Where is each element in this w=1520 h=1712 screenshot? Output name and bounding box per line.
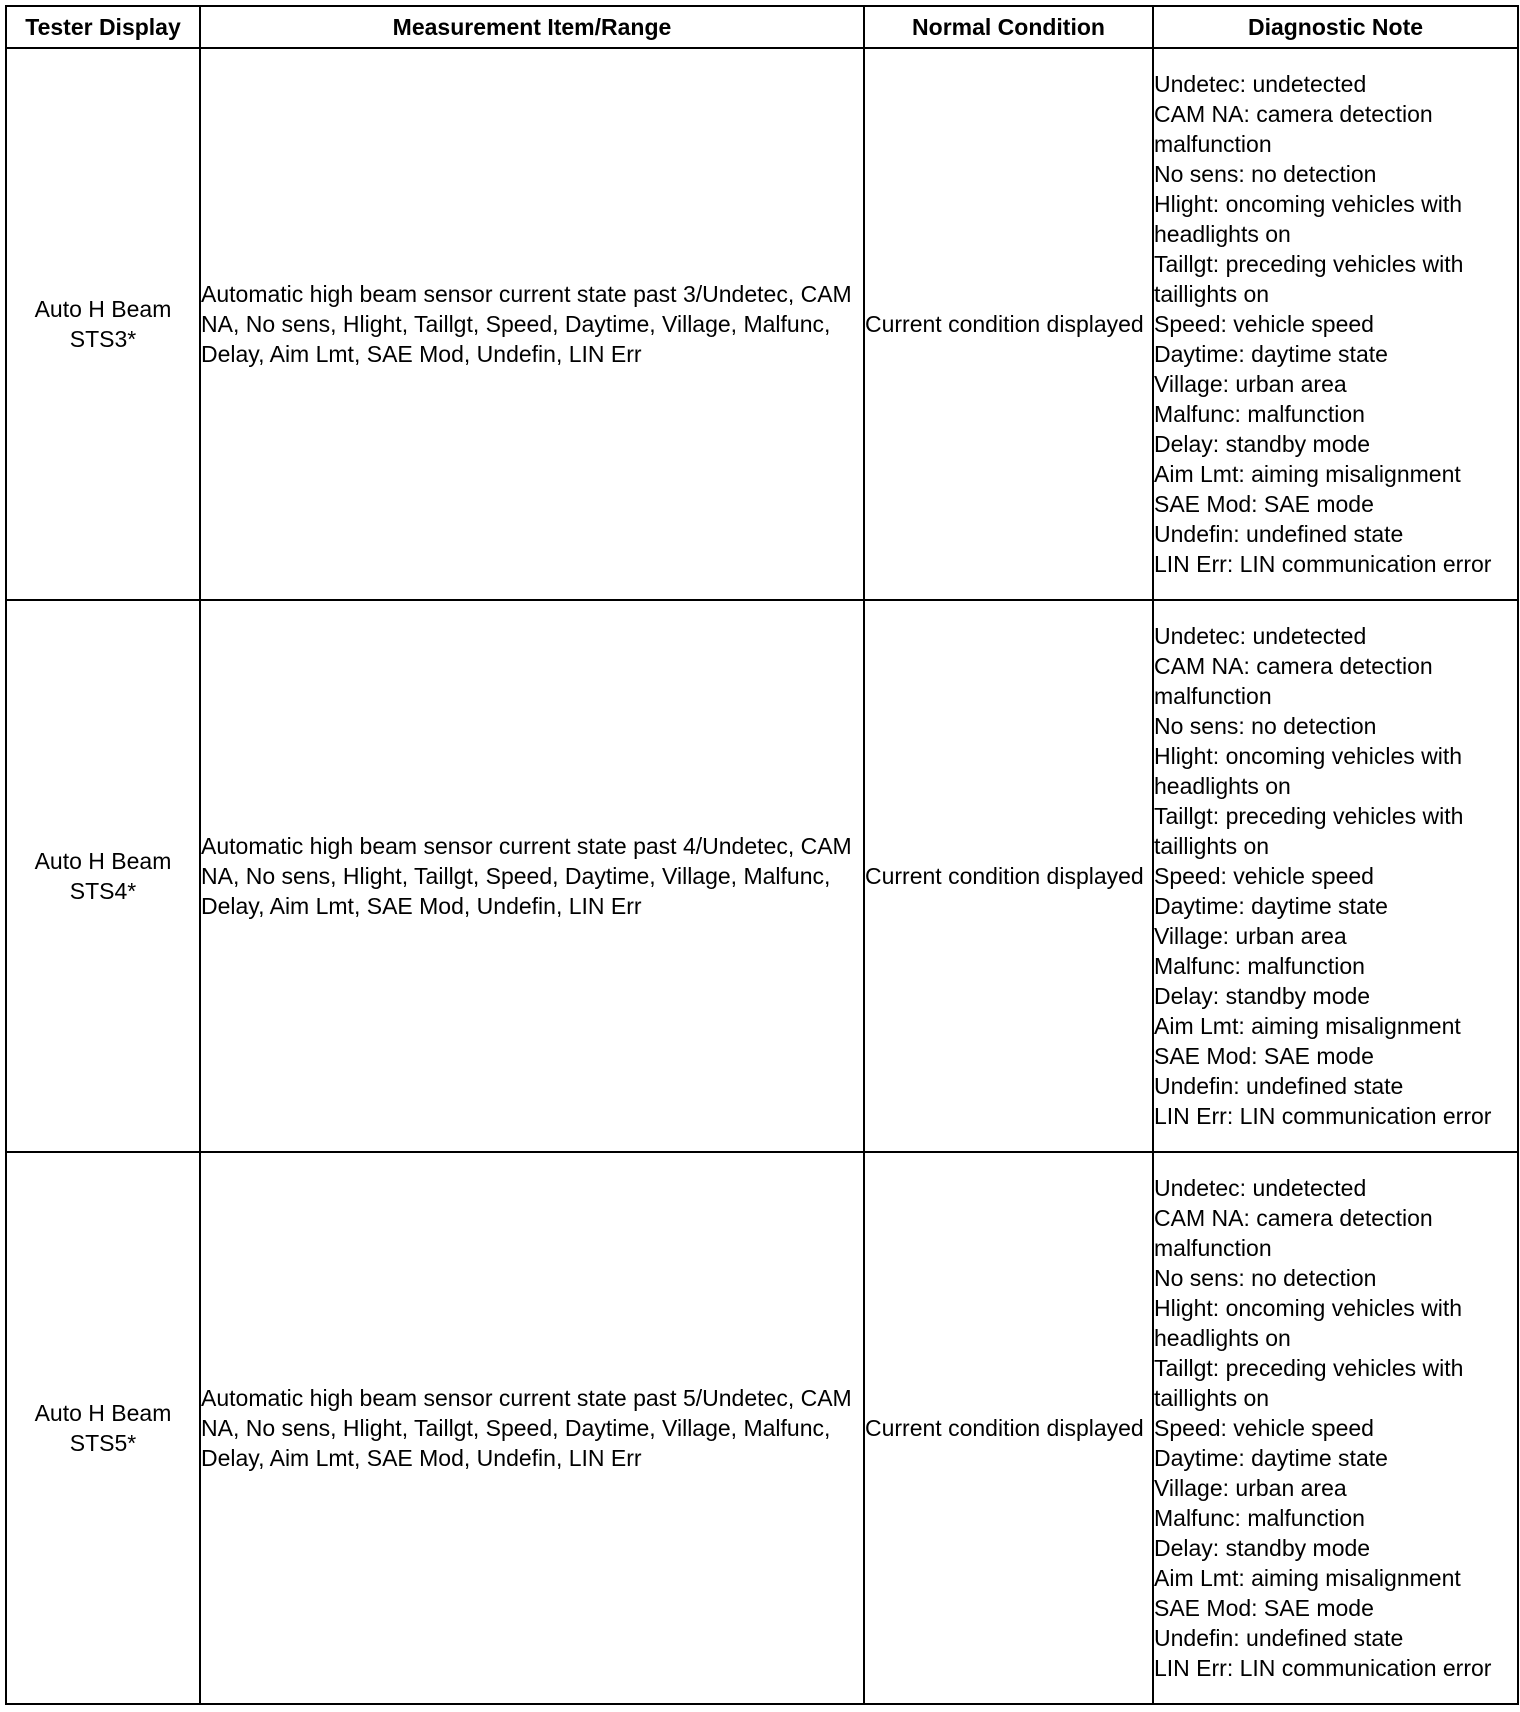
note-line: Village: urban area (1154, 923, 1347, 949)
tester-display-name: Auto H Beam (34, 848, 172, 874)
note-line: Undefin: undefined state (1154, 1625, 1404, 1651)
note-line: Taillgt: preceding vehicles with taillights on (1154, 1355, 1464, 1411)
note-line: Aim Lmt: aiming misalignment (1154, 461, 1461, 487)
note-line: Aim Lmt: aiming misalignment (1154, 1565, 1461, 1591)
table-row (6, 1152, 1518, 1704)
note-line: LIN Err: LIN communication error (1154, 551, 1492, 577)
note-line: Delay: standby mode (1154, 1535, 1371, 1561)
note-line: Aim Lmt: aiming misalignment (1154, 1013, 1461, 1039)
tester-display-code: STS3* (69, 326, 137, 352)
diagnostic-note-cell (1153, 48, 1518, 600)
note-line: Taillgt: preceding vehicles with taillights on (1154, 251, 1464, 307)
header-row (6, 6, 1518, 48)
note-line: SAE Mod: SAE mode (1154, 1595, 1374, 1621)
normal-condition-cell: Current condition displayed (864, 600, 1153, 1152)
normal-condition-cell: Current condition displayed (864, 48, 1153, 600)
diagnostic-note-cell (1153, 600, 1518, 1152)
note-line: Delay: standby mode (1154, 983, 1371, 1009)
tester-display-code: STS5* (69, 1430, 137, 1456)
note-line: No sens: no detection (1154, 713, 1377, 739)
header-tester-display: Tester Display (6, 6, 200, 48)
note-line: SAE Mod: SAE mode (1154, 491, 1374, 517)
note-line: Speed: vehicle speed (1154, 1415, 1374, 1441)
diagnostic-note-cell (1153, 1152, 1518, 1704)
note-line: LIN Err: LIN communication error (1154, 1655, 1492, 1681)
table-row (6, 600, 1518, 1152)
table-row (6, 48, 1518, 600)
note-line: Malfunc: malfunction (1154, 953, 1365, 979)
note-line: Undetec: undetected (1154, 623, 1367, 649)
note-line: Speed: vehicle speed (1154, 863, 1374, 889)
diagnostic-table (5, 5, 1519, 1705)
note-line: LIN Err: LIN communication error (1154, 1103, 1492, 1129)
note-line: No sens: no detection (1154, 161, 1377, 187)
header-measurement-item: Measurement Item/Range (200, 6, 864, 48)
note-line: Taillgt: preceding vehicles with taillights on (1154, 803, 1464, 859)
tester-display-name: Auto H Beam (34, 296, 172, 322)
note-line: SAE Mod: SAE mode (1154, 1043, 1374, 1069)
note-line: Undetec: undetected (1154, 71, 1367, 97)
note-line: Speed: vehicle speed (1154, 311, 1374, 337)
note-line: Hlight: oncoming vehicles with headlights on (1154, 1295, 1463, 1351)
note-line: Hlight: oncoming vehicles with headlights on (1154, 191, 1463, 247)
tester-display-cell (6, 48, 200, 600)
note-line: Delay: standby mode (1154, 431, 1371, 457)
measurement-item-cell: Automatic high beam sensor current state past 4/Undetec, CAM NA, No sens, Hlight, Taillgt, Speed, Daytime, Village, Malfunc, Delay, Aim Lmt, SAE Mod, Undefin, LIN Err (200, 600, 864, 1152)
note-line: Undefin: undefined state (1154, 521, 1404, 547)
note-line: Daytime: daytime state (1154, 1445, 1388, 1471)
note-line: No sens: no detection (1154, 1265, 1377, 1291)
tester-display-cell (6, 600, 200, 1152)
normal-condition-cell: Current condition displayed (864, 1152, 1153, 1704)
tester-display-name: Auto H Beam (34, 1400, 172, 1426)
note-line: Daytime: daytime state (1154, 341, 1388, 367)
note-line: Malfunc: malfunction (1154, 1505, 1365, 1531)
tester-display-code: STS4* (69, 878, 137, 904)
header-normal-condition: Normal Condition (864, 6, 1153, 48)
note-line: Undefin: undefined state (1154, 1073, 1404, 1099)
measurement-item-cell: Automatic high beam sensor current state past 5/Undetec, CAM NA, No sens, Hlight, Taillgt, Speed, Daytime, Village, Malfunc, Delay, Aim Lmt, SAE Mod, Undefin, LIN Err (200, 1152, 864, 1704)
note-line: CAM NA: camera detection malfunction (1154, 101, 1433, 157)
note-line: CAM NA: camera detection malfunction (1154, 1205, 1433, 1261)
tester-display-cell (6, 1152, 200, 1704)
note-line: Hlight: oncoming vehicles with headlights on (1154, 743, 1463, 799)
note-line: Malfunc: malfunction (1154, 401, 1365, 427)
note-line: Undetec: undetected (1154, 1175, 1367, 1201)
note-line: Village: urban area (1154, 1475, 1347, 1501)
note-line: Daytime: daytime state (1154, 893, 1388, 919)
note-line: CAM NA: camera detection malfunction (1154, 653, 1433, 709)
header-diagnostic-note: Diagnostic Note (1153, 6, 1518, 48)
measurement-item-cell: Automatic high beam sensor current state past 3/Undetec, CAM NA, No sens, Hlight, Taillgt, Speed, Daytime, Village, Malfunc, Delay, Aim Lmt, SAE Mod, Undefin, LIN Err (200, 48, 864, 600)
note-line: Village: urban area (1154, 371, 1347, 397)
